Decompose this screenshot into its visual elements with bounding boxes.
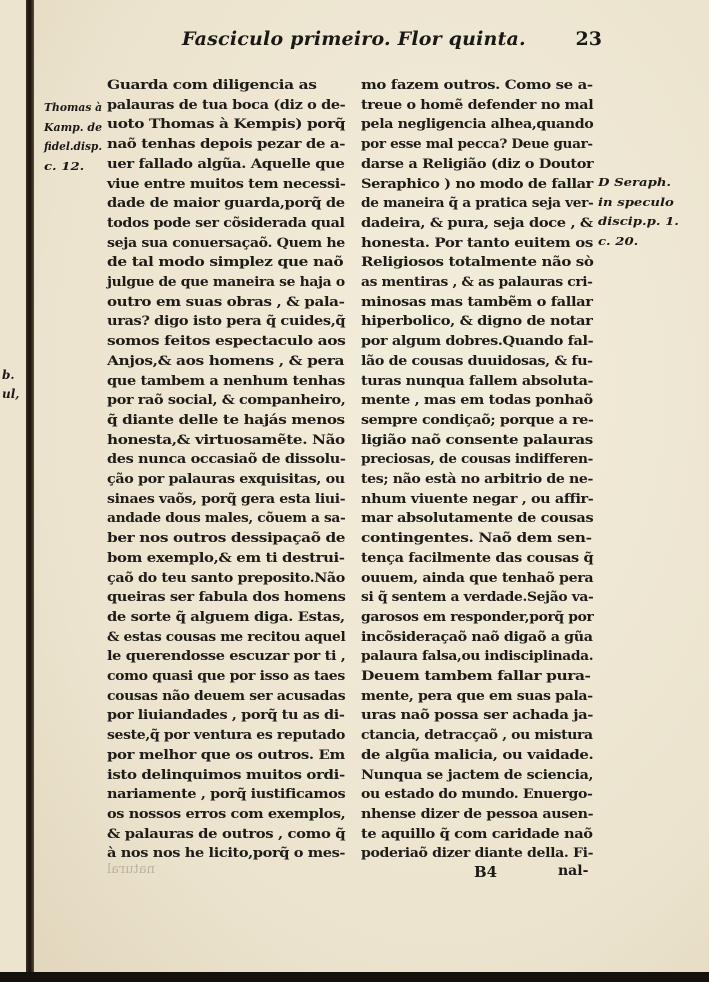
text-line: & estas cousas me recitou aquel [107, 628, 346, 645]
signature-mark: B4 [474, 863, 498, 881]
page-number: 23 [575, 28, 602, 50]
facing-page-edge [0, 0, 28, 972]
text-line: andade dous males, cõuem a sa- [107, 510, 346, 527]
text-line: por liuiandades , porq̃ tu as di- [107, 707, 345, 724]
catchword: nal- [558, 863, 589, 879]
text-line: lão de cousas duuidosas, & fu- [361, 352, 593, 369]
marginal-note-line: fidel.disp. [44, 139, 103, 154]
marginal-note-line: Thomas à [44, 100, 103, 114]
facing-page-fragment: ul, [2, 387, 20, 401]
text-line: uras? digo isto pera q̃ cuides,q̃ [107, 313, 346, 330]
text-line: uras naõ possa ser achada ja- [361, 707, 594, 724]
text-line: ber nos outros dessipaçaõ de [107, 530, 346, 547]
text-line: ção por palauras exquisitas, ou [107, 471, 345, 487]
text-line: Anjos,& aos homens , & pera [107, 352, 345, 369]
text-line: dadeira, & pura, seja doce , & [361, 214, 593, 231]
running-title: Fasciculo primeiro. Flor quinta. [182, 28, 526, 50]
text-line: garosos em responder,porq̃ por [361, 608, 594, 625]
text-line: sinaes vaõs, porq̃ gera esta liui- [107, 490, 346, 507]
text-line: naõ tenhas depois pezar de a- [107, 136, 346, 153]
text-line: seja sua conuersaçaõ. Quem he [107, 234, 345, 251]
text-line: julgue de que maneira se haja o [107, 274, 345, 290]
text-line: tes; não està no arbitrio de ne- [361, 471, 594, 487]
text-line: outro em suas obras , & pala- [107, 293, 345, 310]
page-header [182, 28, 602, 54]
text-line: tença facilmente das cousas q̃ [361, 549, 594, 566]
text-line: pela negligencia alhea,quando [361, 116, 594, 133]
text-line: de tal modo simplez que naõ [107, 254, 344, 271]
text-line: seste,q̃ por ventura es reputado [107, 727, 346, 744]
show-through-text: natural [107, 862, 155, 877]
text-line: ctancia, detracçaõ , ou mistura [361, 727, 593, 744]
text-line: te aquillo q̃ com caridade naõ [361, 825, 593, 842]
text-line: poderiaõ dizer diante della. Fi- [361, 845, 594, 862]
text-line: Nunqua se jactem de sciencia, [361, 766, 594, 783]
page-shadow-bottom [0, 972, 709, 982]
text-line: Deuem tambem fallar pura- [361, 668, 591, 684]
marginal-note-line: c. 12. [44, 159, 85, 174]
text-line: todos pode ser cõsiderada qual [107, 214, 345, 231]
text-line: ou estado do mundo. Enuergo- [361, 786, 593, 803]
text-line: treue o homẽ defender no mal [361, 96, 594, 113]
text-line: nhense dizer de pessoa ausen- [361, 805, 594, 822]
text-line: ouuem, ainda que tenhaõ pera [361, 569, 594, 586]
text-line: por raõ social, & companheiro, [107, 392, 346, 409]
text-line: dade de maior guarda,porq̃ de [107, 195, 345, 212]
text-line: uoto Thomas à Kempis) porq̃ [107, 116, 346, 133]
marginal-note-line: in speculo [598, 194, 674, 209]
text-line: palauras de tua boca (diz o de- [107, 96, 346, 113]
marginal-note-line: Kamp. de [44, 119, 103, 134]
text-line: si q̃ sentem a verdade.Sejão va- [361, 589, 594, 606]
text-line: de maneira q̃ a pratica seja ver- [361, 195, 594, 212]
text-line: de sorte q̃ alguem diga. Estas, [107, 608, 345, 625]
text-line: des nunca occasiaõ de dissolu- [107, 451, 346, 468]
text-line: Guarda com diligencia as [107, 77, 317, 93]
text-line: por melhor que os outros. Em [107, 746, 345, 763]
text-line: por algum dobres.Quando fal- [361, 333, 594, 350]
text-line: somos feitos espectaculo aos [107, 333, 346, 350]
text-line: mo fazem outros. Como se a- [361, 77, 593, 93]
text-line: mar absolutamente de cousas [361, 510, 594, 527]
text-line: queiras ser fabula dos homens [107, 589, 346, 606]
text-line: nhum viuente negar , ou affir- [361, 490, 594, 507]
text-line: à nos nos he licito,porq̃ o mes- [107, 845, 346, 862]
text-line: preciosas, de cousas indifferen- [361, 451, 593, 468]
text-line: bom exemplo,& em ti destrui- [107, 549, 345, 566]
text-line: sempre condiçaõ; porque a re- [361, 411, 594, 428]
text-line: le querendosse escuzar por ti , [107, 648, 346, 665]
book-gutter [26, 0, 34, 972]
text-line: ligião naõ consente palauras [361, 431, 593, 448]
text-line: palaura falsa,ou indisciplinada. [361, 648, 594, 665]
text-line: minosas mas tambẽm o fallar [361, 293, 593, 310]
text-line: por esse mal pecca? Deue guar- [361, 136, 593, 153]
text-line: uer fallado algũa. Aquelle que [107, 155, 345, 172]
text-line: honesta. Por tanto euitem os [361, 234, 593, 251]
marginal-note-line: discip.p. 1. [598, 214, 679, 229]
text-line: turas nunqua fallem absoluta- [361, 372, 594, 389]
text-line: honesta,& virtuosamẽte. Não [107, 431, 345, 448]
text-line: de algũa malicia, ou vaidade. [361, 746, 594, 763]
text-line: cousas não deuem ser acusadas [107, 687, 346, 704]
text-line: contingentes. Naõ dem sen- [361, 530, 592, 547]
text-line: como quasi que por isso as taes [107, 668, 345, 684]
text-line: mente , mas em todas ponhaõ [361, 392, 593, 409]
marginal-note-line: D Seraph. [598, 175, 672, 189]
text-line: que tambem a nenhum tenhas [107, 372, 345, 389]
text-line: darse a Religião (diz o Doutor [361, 155, 594, 172]
marginal-note-line: c. 20. [598, 234, 639, 249]
text-line: viue entre muitos tem necessi- [107, 175, 346, 192]
text-line: & palauras de outros , como q̃ [107, 825, 346, 842]
facing-page-fragment: b. [2, 368, 15, 382]
text-line: as mentiras , & as palauras cri- [361, 274, 593, 290]
text-line: q̃ diante delle te hajás menos [107, 411, 345, 428]
text-line: incõsideraçaõ naõ digaõ a gũa [361, 628, 593, 645]
text-line: nariamente , porq̃ iustificamos [107, 786, 346, 803]
text-line: hiperbolico, & digno de notar [361, 313, 593, 330]
text-line: os nossos erros com exemplos, [107, 805, 346, 822]
text-line: Religiosos totalmente não sò [361, 254, 594, 271]
text-line: çaõ do teu santo preposito.Não [107, 569, 345, 586]
text-line: mente, pera que em suas pala- [361, 687, 593, 704]
text-line: Seraphico ) no modo de fallar [361, 175, 593, 192]
text-line: isto delinquimos muitos ordi- [107, 766, 345, 783]
